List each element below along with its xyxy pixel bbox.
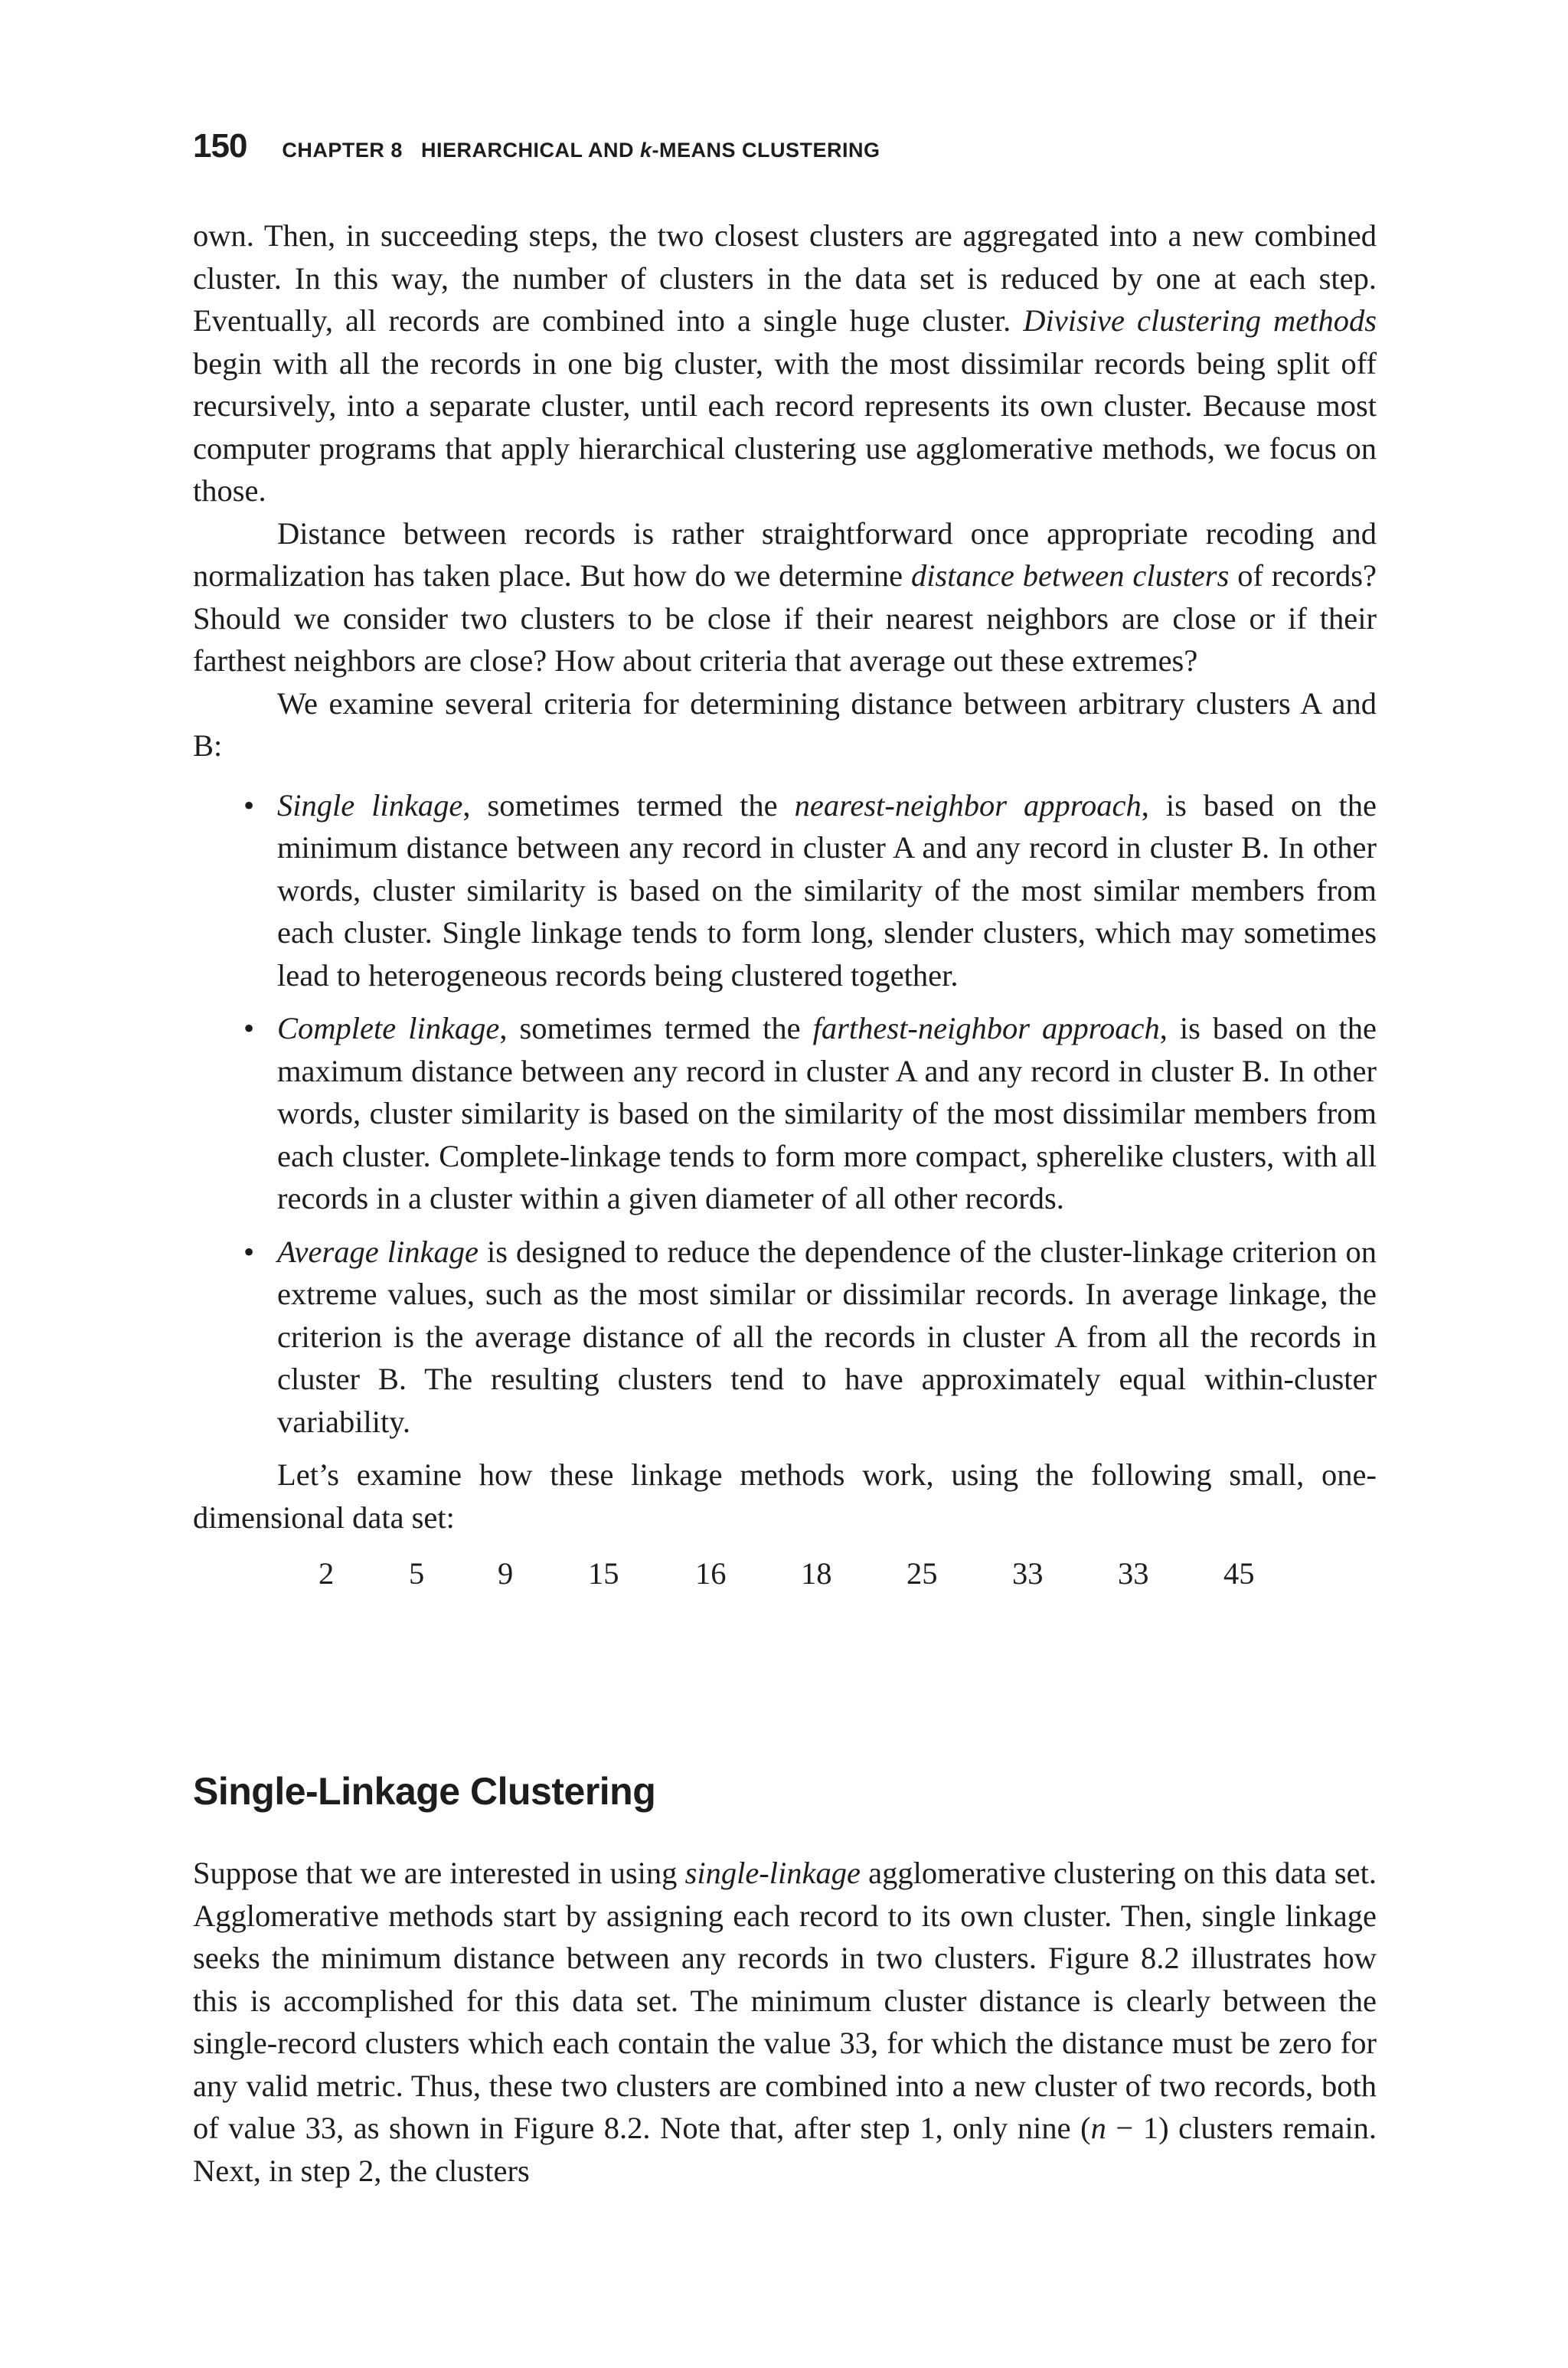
list-item-complete-linkage: • Complete linkage, sometimes termed the farthest-neighbor approach, is based on the maximum distance between any record in cluster A and any record in cluster B. In other words, cluster similarity is based on the similarity of the most dissimilar members from each cluster. Complete-linkage tends to form more compact, spherelike clusters, with all records in a cluster within a given diameter of all other records. [193, 1007, 1377, 1220]
p1-text-c: begin with all the records in one big cluster, with the most dissimilar records being split off recursively, into a separate cluster, until each record represents its own cluster. Because most computer programs that apply hierarchical clustering use agglomerative methods, we focus on those. [193, 345, 1377, 508]
dataset-value: 33 [1012, 1556, 1044, 1591]
dataset-value: 15 [588, 1556, 619, 1591]
paragraph-3: We examine several criteria for determining distance between arbitrary clusters A and B: [193, 685, 1377, 763]
dataset-row [318, 1552, 1377, 1595]
p5-n-variable: n [1090, 2111, 1106, 2145]
list-item-average-linkage: • Average linkage is designed to reduce the dependence of the cluster-linkage criterion on extreme values, such as the most similar or dissimilar records. In average linkage, the criterion is the average distance of all the records in cluster A from all the records in cluster B. The resulting clusters tend to have approximately equal within-cluster variability. [193, 1231, 1377, 1444]
p5-single-linkage-term: single-linkage [684, 1856, 861, 1890]
dataset-value: 33 [1118, 1556, 1149, 1591]
p2-text-c: of records? Should we consider two clusters to be close if their nearest neighbors are close or if their farthest neighbors are close? How about criteria that average out these extremes? [193, 558, 1377, 678]
dataset-value: 16 [695, 1556, 727, 1591]
dataset-value: 9 [498, 1556, 514, 1591]
chapter-k: k [639, 139, 652, 162]
p1-divisive-term: Divisive clustering methods [1023, 303, 1377, 338]
dataset-value: 2 [318, 1556, 335, 1591]
p1-text-a: own. Then, in succeeding steps, the two closest clusters are aggregated into a new combined cluster. In this way, the number of clusters in the data set is reduced by one at each step. Eventually, all records are combined into a single huge cluster. [193, 218, 1377, 338]
chapter-title [282, 139, 880, 162]
bullet-icon: • [243, 787, 255, 823]
dataset-value: 25 [906, 1556, 938, 1591]
body-text-lower [193, 1852, 1377, 2192]
paragraph-5: Suppose that we are interested in using single-linkage agglomerative clustering on this data set. Agglomerative methods start by assigning each record to its own cluster. Then, single linkage seeks the minimum distance between any records in two clusters. Figure 8.2 illustrates how this is accomplished for this data set. The minimum cluster distance is clearly between the single-record clusters which each contain the value 33, for which the distance must be zero for any valid metric. Thus, these two clusters are combined into a new cluster of two records, both of value 33, as shown in Figure 8.2. Note that, after step 1, only nine (n − 1) clusters remain. Next, in step 2, the clusters [193, 1856, 1377, 2188]
section-heading: Single-Linkage Clustering [193, 1770, 656, 1813]
list-item-single-linkage: • Single linkage, sometimes termed the nearest-neighbor approach, is based on the minimum distance between any record in cluster A and any record in cluster B. In other words, cluster similarity is based on the similarity of the most similar members from each cluster. Single linkage tends to form long, slender clusters, which may sometimes lead to heterogeneous records being clustered together. [193, 784, 1377, 997]
dataset-value: 5 [409, 1556, 425, 1591]
paragraph-2 [193, 512, 1377, 682]
body-text-upper [193, 214, 1377, 1595]
bullet-icon: • [243, 1011, 255, 1045]
bullet-icon: • [243, 1234, 255, 1269]
chapter-prefix: CHAPTER 8 HIERARCHICAL AND [282, 139, 640, 162]
p2-text-a: Distance between records is rather straightforward once appropriate recoding and normalization has taken place. But how do we determine [193, 515, 1377, 593]
running-header [193, 127, 880, 173]
paragraph-1 [193, 214, 1377, 512]
page-number: 150 [193, 127, 247, 165]
p2-distance-term: distance between clusters [910, 558, 1230, 593]
paragraph-4: Let’s examine how these linkage methods work, using the following small, one-dimensional data set: [193, 1457, 1377, 1535]
chapter-suffix: -MEANS CLUSTERING [652, 139, 880, 162]
dataset-value: 18 [801, 1556, 832, 1591]
dataset-value: 45 [1223, 1556, 1255, 1591]
linkage-list [193, 784, 1377, 1444]
